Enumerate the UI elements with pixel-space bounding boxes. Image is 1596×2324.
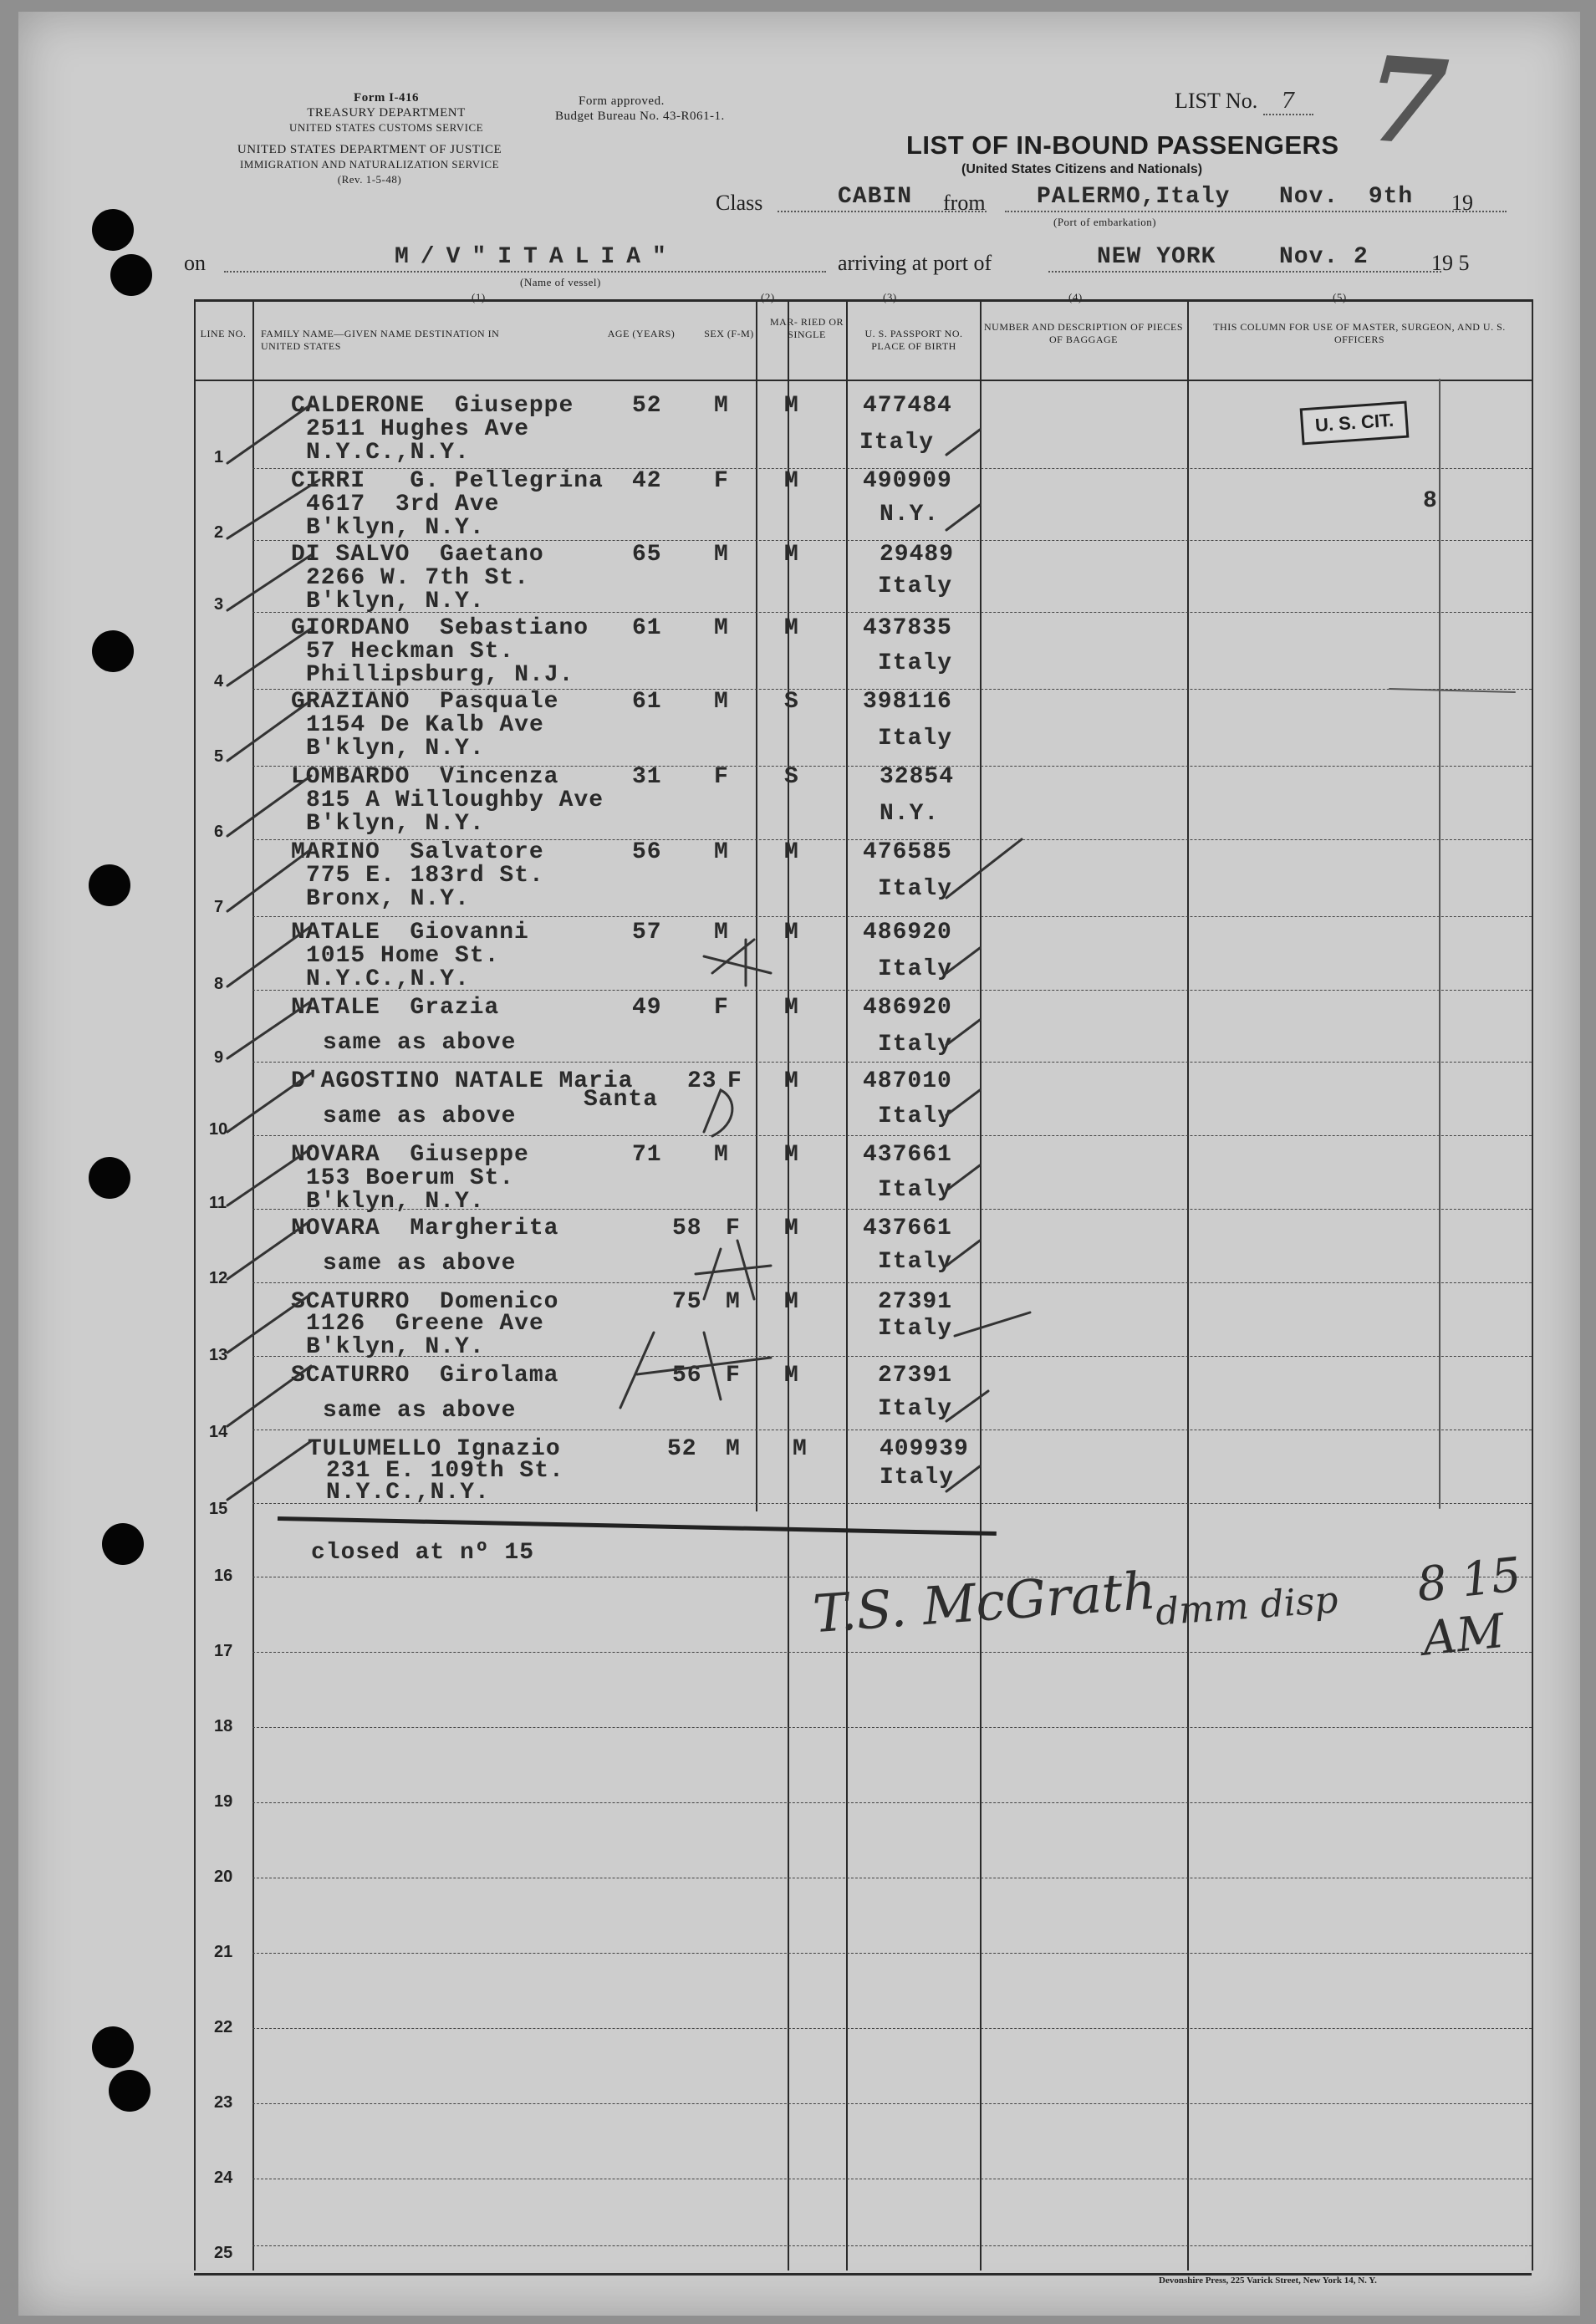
birth-place: Italy xyxy=(878,1396,953,1422)
passenger-name: GRAZIANO Pasquale xyxy=(291,689,559,715)
printer-imprint: Devonshire Press, 225 Varick Street, New York 14, N. Y. xyxy=(1159,2276,1377,2286)
passenger-city: B'klyn, N.Y. xyxy=(306,1189,485,1215)
passenger-name: NATALE Grazia xyxy=(291,995,500,1021)
passport-number: 398116 xyxy=(863,689,952,715)
column-number: (3) xyxy=(883,291,897,303)
passenger-marital: M xyxy=(784,393,799,419)
officer-signature: T.S. McGrath xyxy=(810,1559,1158,1645)
passenger-sex: F xyxy=(714,995,729,1021)
passenger-sex: F xyxy=(714,468,729,494)
passport-number: 486920 xyxy=(863,995,952,1021)
passport-number: 477484 xyxy=(863,393,952,419)
line-number: 17 xyxy=(214,1642,233,1660)
passenger-name: LOMBARDO Vincenza xyxy=(291,764,559,790)
passenger-name: NOVARA Margherita xyxy=(291,1216,559,1241)
treasury-label: TREASURY DEPARTMENT xyxy=(307,106,466,120)
passenger-city: B'klyn, N.Y. xyxy=(306,589,485,614)
passenger-marital: M xyxy=(784,542,799,568)
line-number: 23 xyxy=(214,2093,233,2112)
line-number: 20 xyxy=(214,1868,233,1886)
birth-place: Italy xyxy=(878,1249,953,1275)
birth-place: N.Y. xyxy=(880,801,940,827)
passenger-address: 153 Boerum St. xyxy=(306,1165,515,1191)
line-number: 3 xyxy=(214,595,224,614)
col-passport: U. S. PASSPORT NO. PLACE OF BIRTH xyxy=(864,328,963,352)
passenger-city: same as above xyxy=(323,1103,517,1129)
passenger-sex: F xyxy=(726,1363,741,1389)
passenger-address: 4617 3rd Ave xyxy=(306,492,500,517)
passenger-address: 1015 Home St. xyxy=(306,943,500,969)
officer-note: 8 xyxy=(1423,488,1438,514)
passenger-marital: M xyxy=(784,1216,799,1241)
line-number: 5 xyxy=(214,747,224,766)
line-number: 25 xyxy=(214,2244,233,2262)
birth-place: Italy xyxy=(878,650,953,676)
birth-place: Italy xyxy=(878,726,953,752)
passenger-marital: M xyxy=(784,1363,799,1389)
passenger-marital: M xyxy=(784,1068,799,1094)
passenger-marital: M xyxy=(784,1289,799,1315)
passenger-marital: M xyxy=(784,995,799,1021)
passenger-age: 42 xyxy=(632,468,662,494)
passenger-age: 58 xyxy=(672,1216,702,1241)
passenger-address: 2511 Hughes Ave xyxy=(306,416,530,442)
passenger-name: SCATURRO Domenico xyxy=(291,1289,559,1315)
embarkation-port: PALERMO,Italy xyxy=(1037,184,1231,210)
passenger-city: B'klyn, N.Y. xyxy=(306,811,485,837)
passenger-age: 52 xyxy=(667,1436,697,1462)
line-number: 9 xyxy=(214,1048,224,1067)
ins-label: IMMIGRATION AND NATURALIZATION SERVICE xyxy=(239,158,500,171)
passenger-city: same as above xyxy=(323,1251,517,1277)
passport-number: 27391 xyxy=(878,1363,953,1389)
passenger-address: 1126 Greene Ave xyxy=(306,1311,544,1337)
passenger-city: N.Y.C.,N.Y. xyxy=(306,440,470,466)
birth-place: Italy xyxy=(878,1032,953,1058)
list-number-label: LIST No. xyxy=(1175,89,1258,113)
passenger-address: 2266 W. 7th St. xyxy=(306,565,530,591)
passenger-sex: M xyxy=(726,1289,741,1315)
line-number: 22 xyxy=(214,2018,233,2036)
passenger-name: CIRRI G. Pellegrina xyxy=(291,468,604,494)
col-married: MAR- RIED OR SINGLE xyxy=(769,316,844,340)
arriving-label: arriving at port of xyxy=(838,251,992,275)
passenger-city: B'klyn, N.Y. xyxy=(306,515,485,541)
line-number: 10 xyxy=(209,1120,228,1139)
arrival-port: NEW YORK xyxy=(1097,244,1216,270)
passenger-city: same as above xyxy=(323,1398,517,1424)
passport-number: 409939 xyxy=(880,1436,969,1462)
passenger-age: 61 xyxy=(632,689,662,715)
passenger-address: 57 Heckman St. xyxy=(306,639,515,665)
passenger-address: 815 A Willoughby Ave xyxy=(306,787,604,813)
passenger-city: N.Y.C.,N.Y. xyxy=(326,1480,490,1506)
passenger-marital: M xyxy=(793,1436,808,1462)
vessel-caption: (Name of vessel) xyxy=(520,276,601,288)
col-baggage: NUMBER AND DESCRIPTION OF PIECES OF BAGGAGE xyxy=(983,321,1184,345)
passenger-city: B'klyn, N.Y. xyxy=(306,1334,485,1360)
passenger-name: CALDERONE Giuseppe xyxy=(291,393,574,419)
line-number: 15 xyxy=(209,1500,228,1518)
line-number: 21 xyxy=(214,1943,233,1961)
signature-suffix: dmm disp xyxy=(1154,1578,1340,1634)
passenger-sex: M xyxy=(714,393,729,419)
birth-place: N.Y. xyxy=(880,502,940,527)
passport-number: 437835 xyxy=(863,615,952,641)
column-number: (1) xyxy=(472,291,486,303)
passenger-city: N.Y.C.,N.Y. xyxy=(306,966,470,992)
passenger-city: Phillipsburg, N.J. xyxy=(306,662,574,688)
arrival-date: Nov. 2 xyxy=(1279,244,1369,270)
passport-number: 32854 xyxy=(880,764,955,790)
passenger-name: NATALE Giovanni xyxy=(291,920,529,945)
passenger-marital: S xyxy=(784,689,799,715)
embarkation-caption: (Port of embarkation) xyxy=(1053,216,1157,228)
line-number: 12 xyxy=(209,1269,228,1287)
line-number: 1 xyxy=(214,448,224,466)
passenger-age: 65 xyxy=(632,542,662,568)
passenger-marital: M xyxy=(784,1142,799,1168)
column-number: (2) xyxy=(761,291,775,303)
passenger-sex: M xyxy=(714,839,729,865)
class-value: CABIN xyxy=(838,184,913,210)
passenger-name: GIORDANO Sebastiano xyxy=(291,615,589,641)
passport-number: 437661 xyxy=(863,1142,952,1168)
passenger-age: 71 xyxy=(632,1142,662,1168)
on-label: on xyxy=(184,251,206,275)
customs-label: UNITED STATES CUSTOMS SERVICE xyxy=(288,121,484,134)
form-number: Form I-416 xyxy=(354,91,419,104)
col-age: AGE (YEARS) xyxy=(607,328,676,339)
document-title: LIST OF IN-BOUND PASSENGERS xyxy=(906,130,1339,160)
manifest-page xyxy=(18,12,1580,2316)
passenger-address: 1154 De Kalb Ave xyxy=(306,712,544,738)
passenger-age: 49 xyxy=(632,995,662,1021)
passenger-city: B'klyn, N.Y. xyxy=(306,736,485,762)
passenger-marital: M xyxy=(784,839,799,865)
vessel-name: M/V"ITALIA" xyxy=(395,244,678,270)
passenger-age: 31 xyxy=(632,764,662,790)
justice-label: UNITED STATES DEPARTMENT OF JUSTICE xyxy=(237,143,502,156)
birth-place: Italy xyxy=(878,1177,953,1203)
birth-place: Italy xyxy=(880,1465,955,1491)
line-number: 4 xyxy=(214,672,224,691)
passenger-marital: S xyxy=(784,764,799,790)
birth-place: Italy xyxy=(878,876,953,902)
passport-number: 27391 xyxy=(878,1289,953,1315)
line-number: 11 xyxy=(209,1194,227,1212)
embarkation-date: Nov. 9th xyxy=(1279,184,1414,210)
passenger-sex: F xyxy=(726,1216,741,1241)
passenger-age: 52 xyxy=(632,393,662,419)
document-subtitle: (United States Citizens and Nationals) xyxy=(961,162,1203,176)
passport-number: 487010 xyxy=(863,1068,952,1094)
approved-label: Form approved. xyxy=(579,94,665,108)
passenger-age: 57 xyxy=(632,920,662,945)
column-number: (4) xyxy=(1068,291,1083,303)
line-number: 2 xyxy=(214,523,224,542)
col-line-no: LINE NO. xyxy=(200,328,247,339)
birth-place: Italy xyxy=(859,430,935,456)
passenger-sex: M xyxy=(714,542,729,568)
passenger-sex: M xyxy=(726,1436,741,1462)
col-sex: SEX (F-M) xyxy=(704,328,754,339)
line-number: 19 xyxy=(214,1792,233,1811)
list-number-mark: 7 xyxy=(1361,30,1453,174)
birth-place: Italy xyxy=(878,1103,953,1129)
arrival-year: 19 5 xyxy=(1431,251,1470,275)
passenger-age: 56 xyxy=(632,839,662,865)
passport-number: 476585 xyxy=(863,839,952,865)
list-number-value: 7 xyxy=(1263,89,1313,115)
from-label: from xyxy=(943,191,986,215)
passenger-sex: M xyxy=(714,920,729,945)
col-name: FAMILY NAME—GIVEN NAME DESTINATION IN UNITED STATES xyxy=(261,328,500,352)
birth-place: Italy xyxy=(878,1316,953,1342)
handwritten-check-marks xyxy=(18,12,1580,2316)
passport-number: 29489 xyxy=(880,542,955,568)
line-number: 13 xyxy=(209,1346,228,1364)
line-number: 8 xyxy=(214,975,224,993)
passenger-sex: M xyxy=(714,615,729,641)
passenger-age: 23 xyxy=(687,1068,717,1094)
col-officers: THIS COLUMN FOR USE OF MASTER, SURGEON, AND U. S. OFFICERS xyxy=(1213,321,1506,345)
line-number: 7 xyxy=(214,898,224,916)
passenger-address: 775 E. 183rd St. xyxy=(306,863,544,889)
line-number: 18 xyxy=(214,1717,233,1735)
line-number: 16 xyxy=(214,1567,233,1585)
us-citizen-stamp: U. S. CIT. xyxy=(1300,401,1410,446)
passport-number: 437661 xyxy=(863,1216,952,1241)
birth-place: Italy xyxy=(878,956,953,982)
passenger-name: D'AGOSTINO NATALE Maria xyxy=(291,1068,634,1094)
passenger-marital: M xyxy=(784,920,799,945)
passenger-marital: M xyxy=(784,615,799,641)
passenger-sex: M xyxy=(714,689,729,715)
passport-number: 486920 xyxy=(863,920,952,945)
passenger-name: TULUMELLO Ignazio xyxy=(308,1436,561,1462)
passenger-name: MARINO Salvatore xyxy=(291,839,544,865)
passenger-marital: M xyxy=(784,468,799,494)
revision-label: (Rev. 1-5-48) xyxy=(337,173,402,186)
class-label: Class xyxy=(716,191,763,215)
budget-label: Budget Bureau No. 43-R061-1. xyxy=(555,110,725,123)
passenger-address: 231 E. 109th St. xyxy=(326,1458,564,1484)
passenger-age: 61 xyxy=(632,615,662,641)
passenger-city: same as above xyxy=(323,1030,517,1056)
closed-note: closed at nº 15 xyxy=(311,1540,535,1566)
line-number: 14 xyxy=(209,1423,228,1441)
passenger-sex: F xyxy=(714,764,729,790)
embarkation-year: 19 xyxy=(1451,191,1473,215)
time-note: 8 15 AM xyxy=(1414,1547,1524,1667)
passenger-city: Bronx, N.Y. xyxy=(306,886,470,912)
passenger-age: 75 xyxy=(672,1289,702,1315)
passenger-age: 56 xyxy=(672,1363,702,1389)
passport-number: 490909 xyxy=(863,468,952,494)
line-number: 24 xyxy=(214,2169,233,2187)
line-number: 6 xyxy=(214,823,224,841)
passenger-name: SCATURRO Girolama xyxy=(291,1363,559,1389)
column-number: (5) xyxy=(1333,291,1347,303)
passenger-sex: M xyxy=(714,1142,729,1168)
birth-place: Italy xyxy=(878,573,953,599)
passenger-address: Santa xyxy=(584,1087,659,1113)
passenger-name: DI SALVO Gaetano xyxy=(291,542,544,568)
passenger-name: NOVARA Giuseppe xyxy=(291,1142,529,1168)
passenger-sex: F xyxy=(727,1068,742,1094)
